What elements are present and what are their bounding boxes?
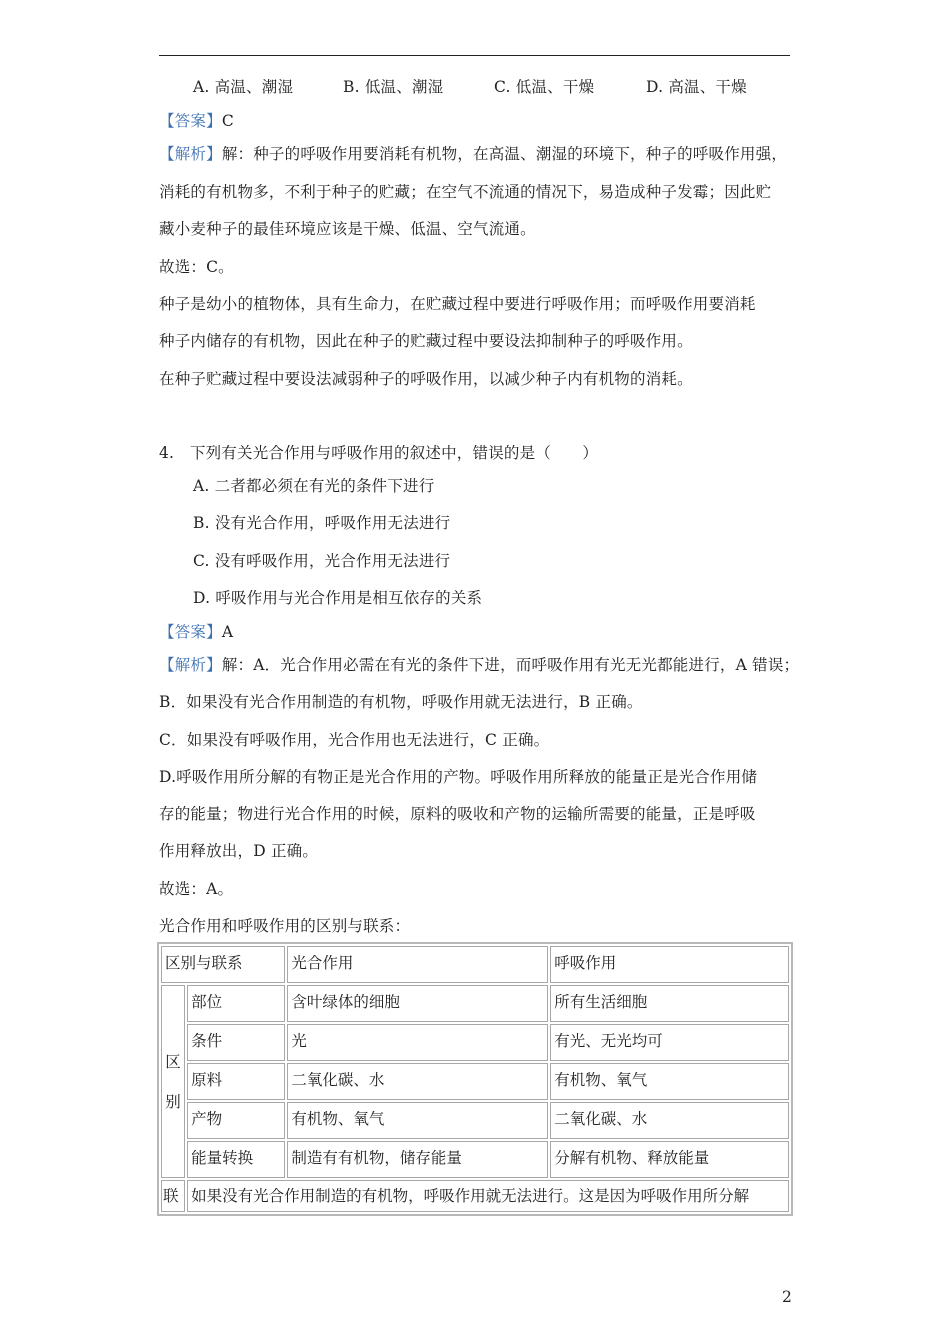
table-cell: 有机物、氧气 <box>550 1063 789 1100</box>
q3-note-1: 种子是幼小的植物体，具有生命力，在贮藏过程中要进行呼吸作用；而呼吸作用要消耗 <box>159 295 756 313</box>
answer-value: A <box>221 623 234 641</box>
q3-option-b: B. 低温、潮湿 <box>343 78 444 96</box>
table-header-cell: 呼吸作用 <box>550 946 789 983</box>
q4-analysis-line-6: 作用释放出，D 正确。 <box>159 842 319 860</box>
q3-note-2: 种子内储存的有机物，因此在种子的贮藏过程中要设法抑制种子的呼吸作用。 <box>159 332 693 350</box>
comparison-table <box>157 942 793 1216</box>
table-row <box>161 1024 789 1061</box>
table-group-label <box>161 985 185 1178</box>
table-cell: 产物 <box>187 1102 285 1139</box>
q4-option-d: D. 呼吸作用与光合作用是相互依存的关系 <box>193 589 483 607</box>
q3-analysis-line-3: 藏小麦种子的最佳环境应该是干燥、低温、空气流通。 <box>159 220 536 238</box>
q3-analysis-line-1 <box>159 143 787 165</box>
q4-answer <box>159 621 233 643</box>
table-cell: 有机物、氧气 <box>287 1102 548 1139</box>
table-row <box>161 1141 789 1178</box>
table-header-row <box>161 946 789 983</box>
answer-tag: 【答案】 <box>159 112 222 130</box>
q3-options <box>193 76 747 98</box>
q4-analysis-line-4: D.呼吸作用所分解的有物正是光合作用的产物。呼吸作用所释放的能量正是光合作用储 <box>159 768 758 786</box>
q4-analysis-line-3: C．如果没有呼吸作用，光合作用也无法进行，C 正确。 <box>159 731 550 749</box>
q4-option-a: A. 二者都必须在有光的条件下进行 <box>193 477 435 495</box>
q3-note-3: 在种子贮藏过程中要设法减弱种子的呼吸作用，以减少种子内有机物的消耗。 <box>159 370 693 388</box>
table-cell: 部位 <box>187 985 285 1022</box>
table-cell: 光 <box>287 1024 548 1061</box>
table-cell: 所有生活细胞 <box>550 985 789 1022</box>
analysis-tag: 【解析】 <box>159 145 222 163</box>
table-link-text: 如果没有光合作用制造的有机物，呼吸作用就无法进行。这是因为呼吸作用所分解 <box>187 1180 789 1212</box>
group-label-char: 区 <box>165 1052 181 1071</box>
table-cell: 制造有有机物，储存能量 <box>287 1141 548 1178</box>
q3-option-a: A. 高温、潮湿 <box>193 78 294 96</box>
table-header-cell: 区别与联系 <box>161 946 285 983</box>
analysis-text: 解：A．光合作用必需在有光的条件下进，而呼吸作用有光无光都能进行，A 错误； <box>221 656 800 674</box>
q4-table-intro: 光合作用和呼吸作用的区别与联系： <box>159 917 411 935</box>
q4-stem: 4. 下列有关光合作用与呼吸作用的叙述中，错误的是（ ） <box>159 444 599 462</box>
q4-analysis-line-5: 存的能量；物进行光合作用的时候，原料的吸收和产物的运输所需要的能量，正是呼吸 <box>159 805 756 823</box>
page-number: 2 <box>782 1288 792 1306</box>
q4-option-c: C. 没有呼吸作用，光合作用无法进行 <box>193 552 451 570</box>
table-row <box>161 985 789 1022</box>
q3-analysis-line-2: 消耗的有机物多，不利于种子的贮藏；在空气不流通的情况下，易造成种子发霉；因此贮 <box>159 183 772 201</box>
q4-option-b: B. 没有光合作用，呼吸作用无法进行 <box>193 514 451 532</box>
q4-analysis-line-2: B．如果没有光合作用制造的有机物，呼吸作用就无法进行，B 正确。 <box>159 693 643 711</box>
analysis-text: 解：种子的呼吸作用要消耗有机物，在高温、潮湿的环境下，种子的呼吸作用强， <box>221 145 788 163</box>
header-rule <box>159 55 790 56</box>
table-cell: 二氧化碳、水 <box>550 1102 789 1139</box>
answer-value: C <box>221 112 234 130</box>
q3-option-c: C. 低温、干燥 <box>494 78 595 96</box>
analysis-tag: 【解析】 <box>159 656 222 674</box>
q4-choice: 故选：A。 <box>159 880 234 898</box>
table-cell: 分解有机物、释放能量 <box>550 1141 789 1178</box>
table-header-cell: 光合作用 <box>287 946 548 983</box>
answer-tag: 【答案】 <box>159 623 222 641</box>
group-label-char: 别 <box>165 1092 181 1111</box>
table-row <box>161 1063 789 1100</box>
q3-choice: 故选：C。 <box>159 258 234 276</box>
table-link-label: 联 <box>161 1180 185 1212</box>
table-link-row <box>161 1180 789 1212</box>
table-cell: 二氧化碳、水 <box>287 1063 548 1100</box>
q3-option-d: D. 高温、干燥 <box>646 78 747 96</box>
table-cell: 条件 <box>187 1024 285 1061</box>
q4-analysis-line-1 <box>159 654 799 676</box>
table-cell: 原料 <box>187 1063 285 1100</box>
table-cell: 有光、无光均可 <box>550 1024 789 1061</box>
table-cell: 能量转换 <box>187 1141 285 1178</box>
table-cell: 含叶绿体的细胞 <box>287 985 548 1022</box>
q3-answer <box>159 110 234 132</box>
table-row <box>161 1102 789 1139</box>
